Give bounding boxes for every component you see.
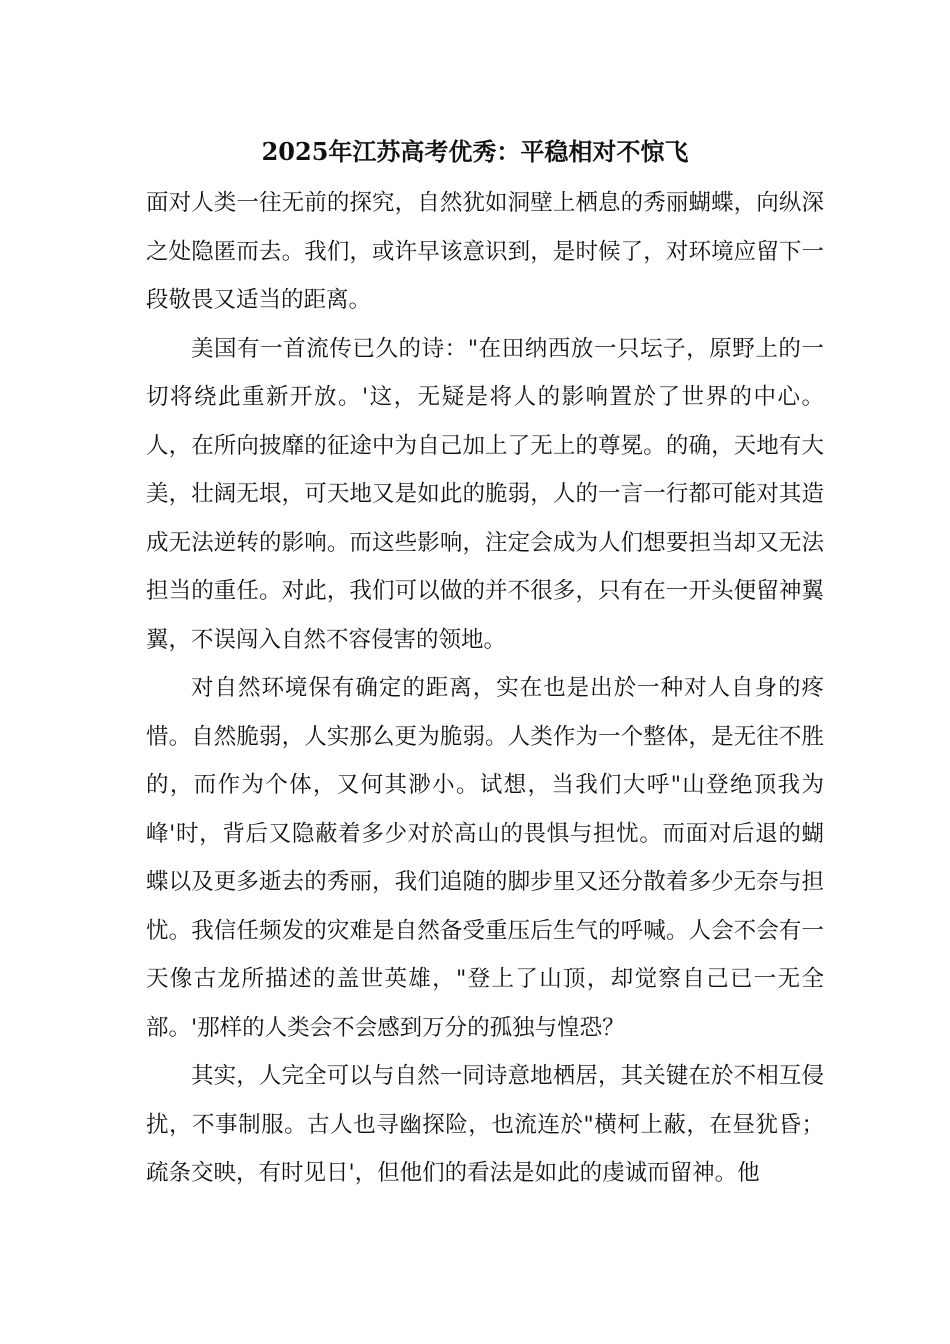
paragraph-3: 对自然环境保有确定的距离，实在也是出於一种对人自身的疼惜。自然脆弱，人实那么更为脆弱。人类作为一个整体，是无往不胜的，而作为个体，又何其渺小。试想，当我们大呼"山登绝顶我为峰'时，背后又隐蔽着多少对於高山的畏惧与担忧。而面对后退的蝴蝶以及更多逝去的秀丽，我们追随的脚步里又还分散着多少无奈与担忧。我信任频发的灾难是自然备受重压后生气的呼喊。人会不会有一天像古龙所描述的盖世英雄，"登上了山顶，却觉察自己已一无全部。'那样的人类会不会感到万分的孤独与惶恐？ bbox=[146, 675, 824, 1041]
document-body bbox=[146, 179, 824, 1198]
paragraph-1: 面对人类一往无前的探究，自然犹如洞壁上栖息的秀丽蝴蝶，向纵深之处隐匿而去。我们，或许早该意识到，是时候了，对环境应留下一段敬畏又适当的距离。 bbox=[146, 190, 824, 313]
document-title: 2025年江苏高考优秀：平稳相对不惊飞 bbox=[261, 137, 689, 166]
paragraph-4: 其实，人完全可以与自然一同诗意地栖居，其关键在於不相互侵扰，不事制服。古人也寻幽探险，也流连於"横柯上蔽，在昼犹昏；疏条交映，有时见日'，但他们的看法是如此的虔诚而留神。他 bbox=[146, 1063, 824, 1186]
paragraph-2: 美国有一首流传已久的诗："在田纳西放一只坛子，原野上的一切将绕此重新开放。'这，无疑是将人的影响置於了世界的中心。人，在所向披靡的征途中为自己加上了无上的尊冕。的确，天地有大美，壮阔无垠，可天地又是如此的脆弱，人的一言一行都可能对其造成无法逆转的影响。而这些影响，注定会成为人们想要担当却又无法担当的重任。对此，我们可以做的并不很多，只有在一开头便留神翼翼，不误闯入自然不容侵害的领地。 bbox=[146, 335, 824, 653]
